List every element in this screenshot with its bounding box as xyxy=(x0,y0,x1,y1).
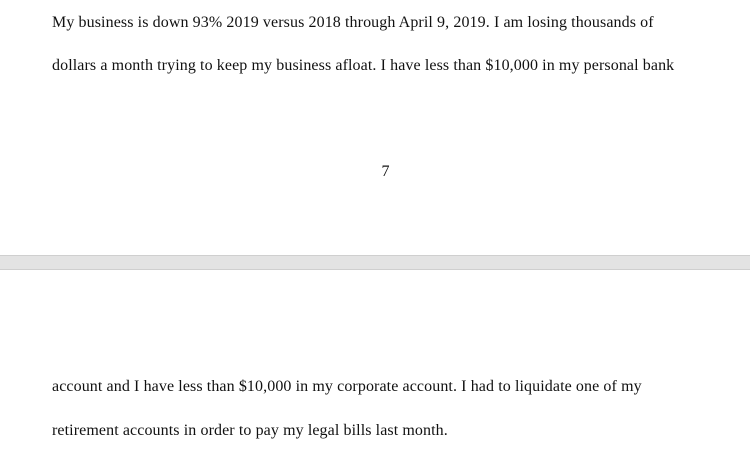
body-text-line: dollars a month trying to keep my business afloat. I have less than $10,000 in my personal bank xyxy=(52,57,675,74)
body-text-line: My business is down 93% 2019 versus 2018 through April 9, 2019. I am losing thousands of xyxy=(52,14,654,31)
body-text-line: account and I have less than $10,000 in my corporate account. I had to liquidate one of my xyxy=(52,378,642,395)
page-number-footer xyxy=(0,162,750,182)
document-page-bottom xyxy=(0,270,750,463)
page-break-divider xyxy=(0,255,750,270)
body-text-line: retirement accounts in order to pay my legal bills last month. xyxy=(52,422,448,439)
page-number: 7 xyxy=(381,163,390,180)
